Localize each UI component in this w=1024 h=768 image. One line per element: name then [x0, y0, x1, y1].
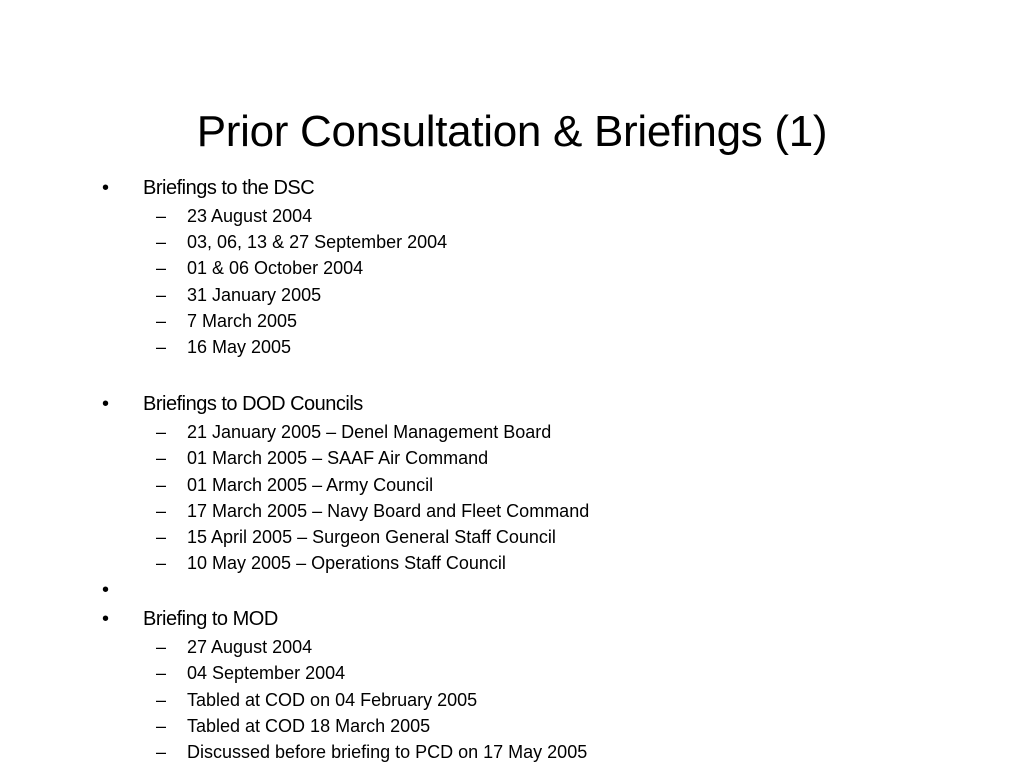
sub-item-text: 15 April 2005 – Surgeon General Staff Council [187, 526, 556, 547]
bullet-icon: • [102, 177, 110, 199]
sub-item [0, 634, 1024, 660]
bullet-item [0, 576, 1024, 605]
dash-icon: – [156, 448, 167, 469]
dash-icon: – [156, 336, 167, 357]
dash-icon: – [156, 689, 167, 710]
sub-item-text: Discussed before briefing to PCD on 17 May 2005 [187, 742, 588, 762]
dash-icon: – [156, 232, 167, 253]
sub-item [0, 334, 1024, 360]
sub-item-text: 16 May 2005 [187, 336, 292, 357]
sub-item-text: 7 March 2005 [187, 310, 298, 331]
sub-item-text: 10 May 2005 – Operations Staff Council [187, 553, 506, 574]
sub-item-text: Tabled at COD on 04 February 2005 [187, 689, 478, 710]
sub-item [0, 550, 1024, 576]
sub-item [0, 472, 1024, 498]
sub-item [0, 255, 1024, 281]
sub-item-text: 27 August 2004 [187, 637, 313, 658]
bullet-heading: Briefings to the DSC [143, 177, 315, 199]
sub-item [0, 282, 1024, 308]
dash-icon: – [156, 553, 167, 574]
dash-icon: – [156, 474, 167, 495]
sub-item [0, 739, 1024, 765]
bullet-item [0, 174, 1024, 203]
sub-item [0, 498, 1024, 524]
sub-item [0, 203, 1024, 229]
slide-title: Prior Consultation & Briefings (1) [196, 107, 828, 156]
dash-icon: – [156, 715, 167, 736]
sub-item-text: 21 January 2005 – Denel Management Board [187, 422, 552, 443]
sub-item [0, 687, 1024, 713]
bullet-list [0, 174, 1024, 765]
sub-item [0, 445, 1024, 471]
sub-item [0, 660, 1024, 686]
sub-item-text: 01 & 06 October 2004 [187, 258, 364, 279]
sub-item [0, 229, 1024, 255]
dash-icon: – [156, 310, 167, 331]
bullet-icon: • [102, 608, 110, 631]
dash-icon: – [156, 284, 167, 305]
sub-item-text: 01 March 2005 – SAAF Air Command [187, 448, 489, 469]
sub-item-text: 03, 06, 13 & 27 September 2004 [187, 232, 448, 253]
bullet-icon: • [102, 579, 110, 602]
sub-item-text: 04 September 2004 [187, 663, 346, 684]
bullet-item [0, 390, 1024, 419]
dash-icon: – [156, 422, 167, 443]
sub-item [0, 524, 1024, 550]
sub-item-text: 31 January 2005 [187, 284, 322, 305]
sub-item [0, 419, 1024, 445]
dash-icon: – [156, 258, 167, 279]
dash-icon: – [156, 742, 167, 762]
dash-icon: – [156, 663, 167, 684]
bullet-heading: Briefing to MOD [143, 608, 278, 631]
sub-item-text: 17 March 2005 – Navy Board and Fleet Command [187, 500, 590, 521]
dash-icon: – [156, 206, 167, 226]
sub-item [0, 713, 1024, 739]
sub-item-text: 01 March 2005 – Army Council [187, 474, 434, 495]
dash-icon: – [156, 637, 167, 658]
sub-item [0, 308, 1024, 334]
sub-item-text: Tabled at COD 18 March 2005 [187, 715, 431, 736]
dash-icon: – [156, 526, 167, 547]
dash-icon: – [156, 500, 167, 521]
sub-item-text: 23 August 2004 [187, 206, 313, 226]
bullet-item [0, 605, 1024, 634]
bullet-icon: • [102, 393, 110, 416]
bullet-heading: Briefings to DOD Councils [143, 393, 363, 416]
